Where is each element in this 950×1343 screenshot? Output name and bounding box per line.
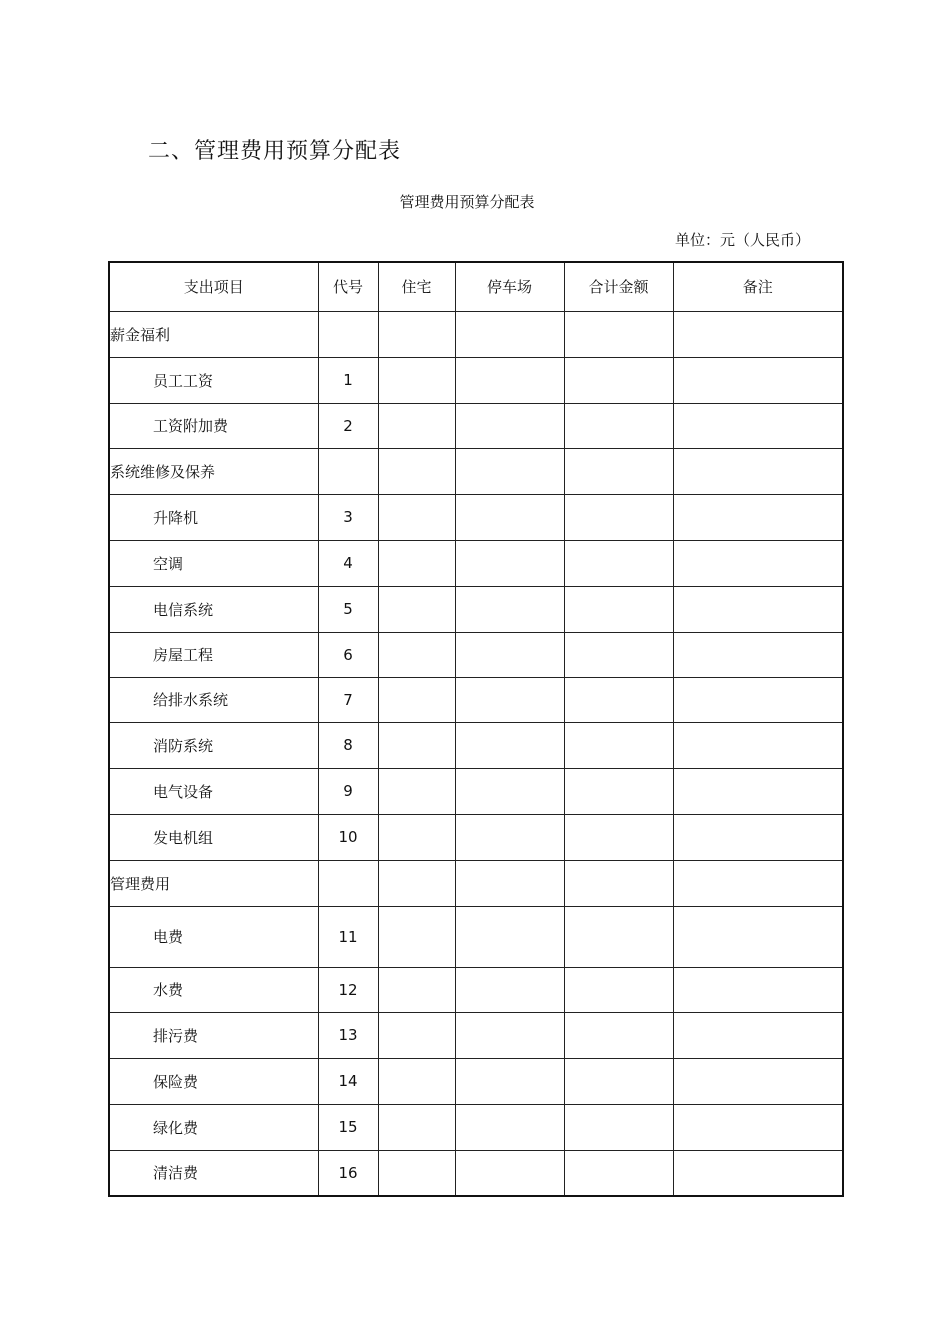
table-row — [109, 967, 843, 1012]
item-cell: 工资附加费 — [109, 403, 318, 448]
parking-cell — [455, 540, 564, 586]
residential-cell — [378, 448, 455, 494]
parking-cell — [455, 1104, 564, 1150]
table-row — [109, 722, 843, 768]
item-cell: 发电机组 — [109, 814, 318, 860]
total-amount-cell — [564, 906, 673, 967]
remarks-cell — [673, 1012, 843, 1058]
code-cell: 3 — [318, 494, 378, 540]
parking-cell — [455, 357, 564, 403]
item-cell: 电信系统 — [109, 586, 318, 632]
parking-cell — [455, 677, 564, 722]
total-amount-cell — [564, 632, 673, 677]
table-row — [109, 768, 843, 814]
parking-cell — [455, 311, 564, 357]
parking-cell — [455, 1058, 564, 1104]
table-row — [109, 586, 843, 632]
parking-cell — [455, 632, 564, 677]
table-row — [109, 1104, 843, 1150]
code-cell: 13 — [318, 1012, 378, 1058]
remarks-cell — [673, 1150, 843, 1196]
item-cell: 绿化费 — [109, 1104, 318, 1150]
code-cell: 16 — [318, 1150, 378, 1196]
section-heading: 二、管理费用预算分配表 — [148, 139, 402, 164]
residential-cell — [378, 311, 455, 357]
code-cell: 1 — [318, 357, 378, 403]
residential-cell — [378, 967, 455, 1012]
parking-cell — [455, 814, 564, 860]
remarks-cell — [673, 906, 843, 967]
item-cell: 清洁费 — [109, 1150, 318, 1196]
residential-cell — [378, 1150, 455, 1196]
total-amount-cell — [564, 967, 673, 1012]
total-amount-cell — [564, 540, 673, 586]
total-amount-cell — [564, 768, 673, 814]
remarks-cell — [673, 722, 843, 768]
parking-cell — [455, 1150, 564, 1196]
item-cell: 空调 — [109, 540, 318, 586]
remarks-cell — [673, 403, 843, 448]
residential-cell — [378, 722, 455, 768]
code-cell: 8 — [318, 722, 378, 768]
table-row — [109, 1058, 843, 1104]
table-row — [109, 814, 843, 860]
column-header: 停车场 — [455, 262, 564, 311]
total-amount-cell — [564, 357, 673, 403]
remarks-cell — [673, 1104, 843, 1150]
code-cell — [318, 311, 378, 357]
item-cell: 保险费 — [109, 1058, 318, 1104]
total-amount-cell — [564, 311, 673, 357]
table-row — [109, 1150, 843, 1196]
column-header: 代号 — [318, 262, 378, 311]
residential-cell — [378, 1058, 455, 1104]
total-amount-cell — [564, 1012, 673, 1058]
total-amount-cell — [564, 494, 673, 540]
residential-cell — [378, 860, 455, 906]
table-row — [109, 403, 843, 448]
parking-cell — [455, 722, 564, 768]
residential-cell — [378, 814, 455, 860]
column-header: 支出项目 — [109, 262, 318, 311]
item-cell: 水费 — [109, 967, 318, 1012]
parking-cell — [455, 967, 564, 1012]
total-amount-cell — [564, 814, 673, 860]
parking-cell — [455, 403, 564, 448]
code-cell: 6 — [318, 632, 378, 677]
total-amount-cell — [564, 403, 673, 448]
total-amount-cell — [564, 860, 673, 906]
residential-cell — [378, 586, 455, 632]
item-cell: 系统维修及保养 — [109, 448, 318, 494]
residential-cell — [378, 494, 455, 540]
table-header-row — [109, 262, 843, 311]
code-cell: 12 — [318, 967, 378, 1012]
code-cell: 15 — [318, 1104, 378, 1150]
remarks-cell — [673, 494, 843, 540]
residential-cell — [378, 768, 455, 814]
parking-cell — [455, 860, 564, 906]
code-cell: 4 — [318, 540, 378, 586]
residential-cell — [378, 540, 455, 586]
parking-cell — [455, 1012, 564, 1058]
currency-unit-label: 单位：元（人民币） — [675, 231, 811, 249]
parking-cell — [455, 494, 564, 540]
table-row — [109, 540, 843, 586]
column-header: 合计金额 — [564, 262, 673, 311]
item-cell: 排污费 — [109, 1012, 318, 1058]
table-group-row — [109, 860, 843, 906]
item-cell: 给排水系统 — [109, 677, 318, 722]
remarks-cell — [673, 586, 843, 632]
table-row — [109, 1012, 843, 1058]
total-amount-cell — [564, 448, 673, 494]
table-row — [109, 494, 843, 540]
total-amount-cell — [564, 586, 673, 632]
residential-cell — [378, 1104, 455, 1150]
residential-cell — [378, 632, 455, 677]
table-group-row — [109, 311, 843, 357]
code-cell: 14 — [318, 1058, 378, 1104]
remarks-cell — [673, 768, 843, 814]
budget-table — [108, 261, 844, 1197]
table-row — [109, 906, 843, 967]
code-cell: 9 — [318, 768, 378, 814]
code-cell — [318, 448, 378, 494]
remarks-cell — [673, 677, 843, 722]
total-amount-cell — [564, 1104, 673, 1150]
total-amount-cell — [564, 677, 673, 722]
code-cell — [318, 860, 378, 906]
code-cell: 11 — [318, 906, 378, 967]
table-row — [109, 677, 843, 722]
remarks-cell — [673, 814, 843, 860]
total-amount-cell — [564, 1058, 673, 1104]
total-amount-cell — [564, 1150, 673, 1196]
table-title: 管理费用预算分配表 — [399, 193, 535, 211]
residential-cell — [378, 357, 455, 403]
residential-cell — [378, 906, 455, 967]
residential-cell — [378, 403, 455, 448]
item-cell: 管理费用 — [109, 860, 318, 906]
column-header: 备注 — [673, 262, 843, 311]
item-cell: 升降机 — [109, 494, 318, 540]
remarks-cell — [673, 357, 843, 403]
item-cell: 消防系统 — [109, 722, 318, 768]
table-row — [109, 357, 843, 403]
remarks-cell — [673, 540, 843, 586]
remarks-cell — [673, 967, 843, 1012]
parking-cell — [455, 586, 564, 632]
remarks-cell — [673, 311, 843, 357]
remarks-cell — [673, 860, 843, 906]
table-group-row — [109, 448, 843, 494]
remarks-cell — [673, 1058, 843, 1104]
item-cell: 电费 — [109, 906, 318, 967]
code-cell: 2 — [318, 403, 378, 448]
residential-cell — [378, 677, 455, 722]
parking-cell — [455, 906, 564, 967]
remarks-cell — [673, 632, 843, 677]
column-header: 住宅 — [378, 262, 455, 311]
code-cell: 7 — [318, 677, 378, 722]
item-cell: 电气设备 — [109, 768, 318, 814]
parking-cell — [455, 448, 564, 494]
table-row — [109, 632, 843, 677]
parking-cell — [455, 768, 564, 814]
code-cell: 10 — [318, 814, 378, 860]
item-cell: 房屋工程 — [109, 632, 318, 677]
item-cell: 薪金福利 — [109, 311, 318, 357]
code-cell: 5 — [318, 586, 378, 632]
item-cell: 员工工资 — [109, 357, 318, 403]
remarks-cell — [673, 448, 843, 494]
total-amount-cell — [564, 722, 673, 768]
residential-cell — [378, 1012, 455, 1058]
